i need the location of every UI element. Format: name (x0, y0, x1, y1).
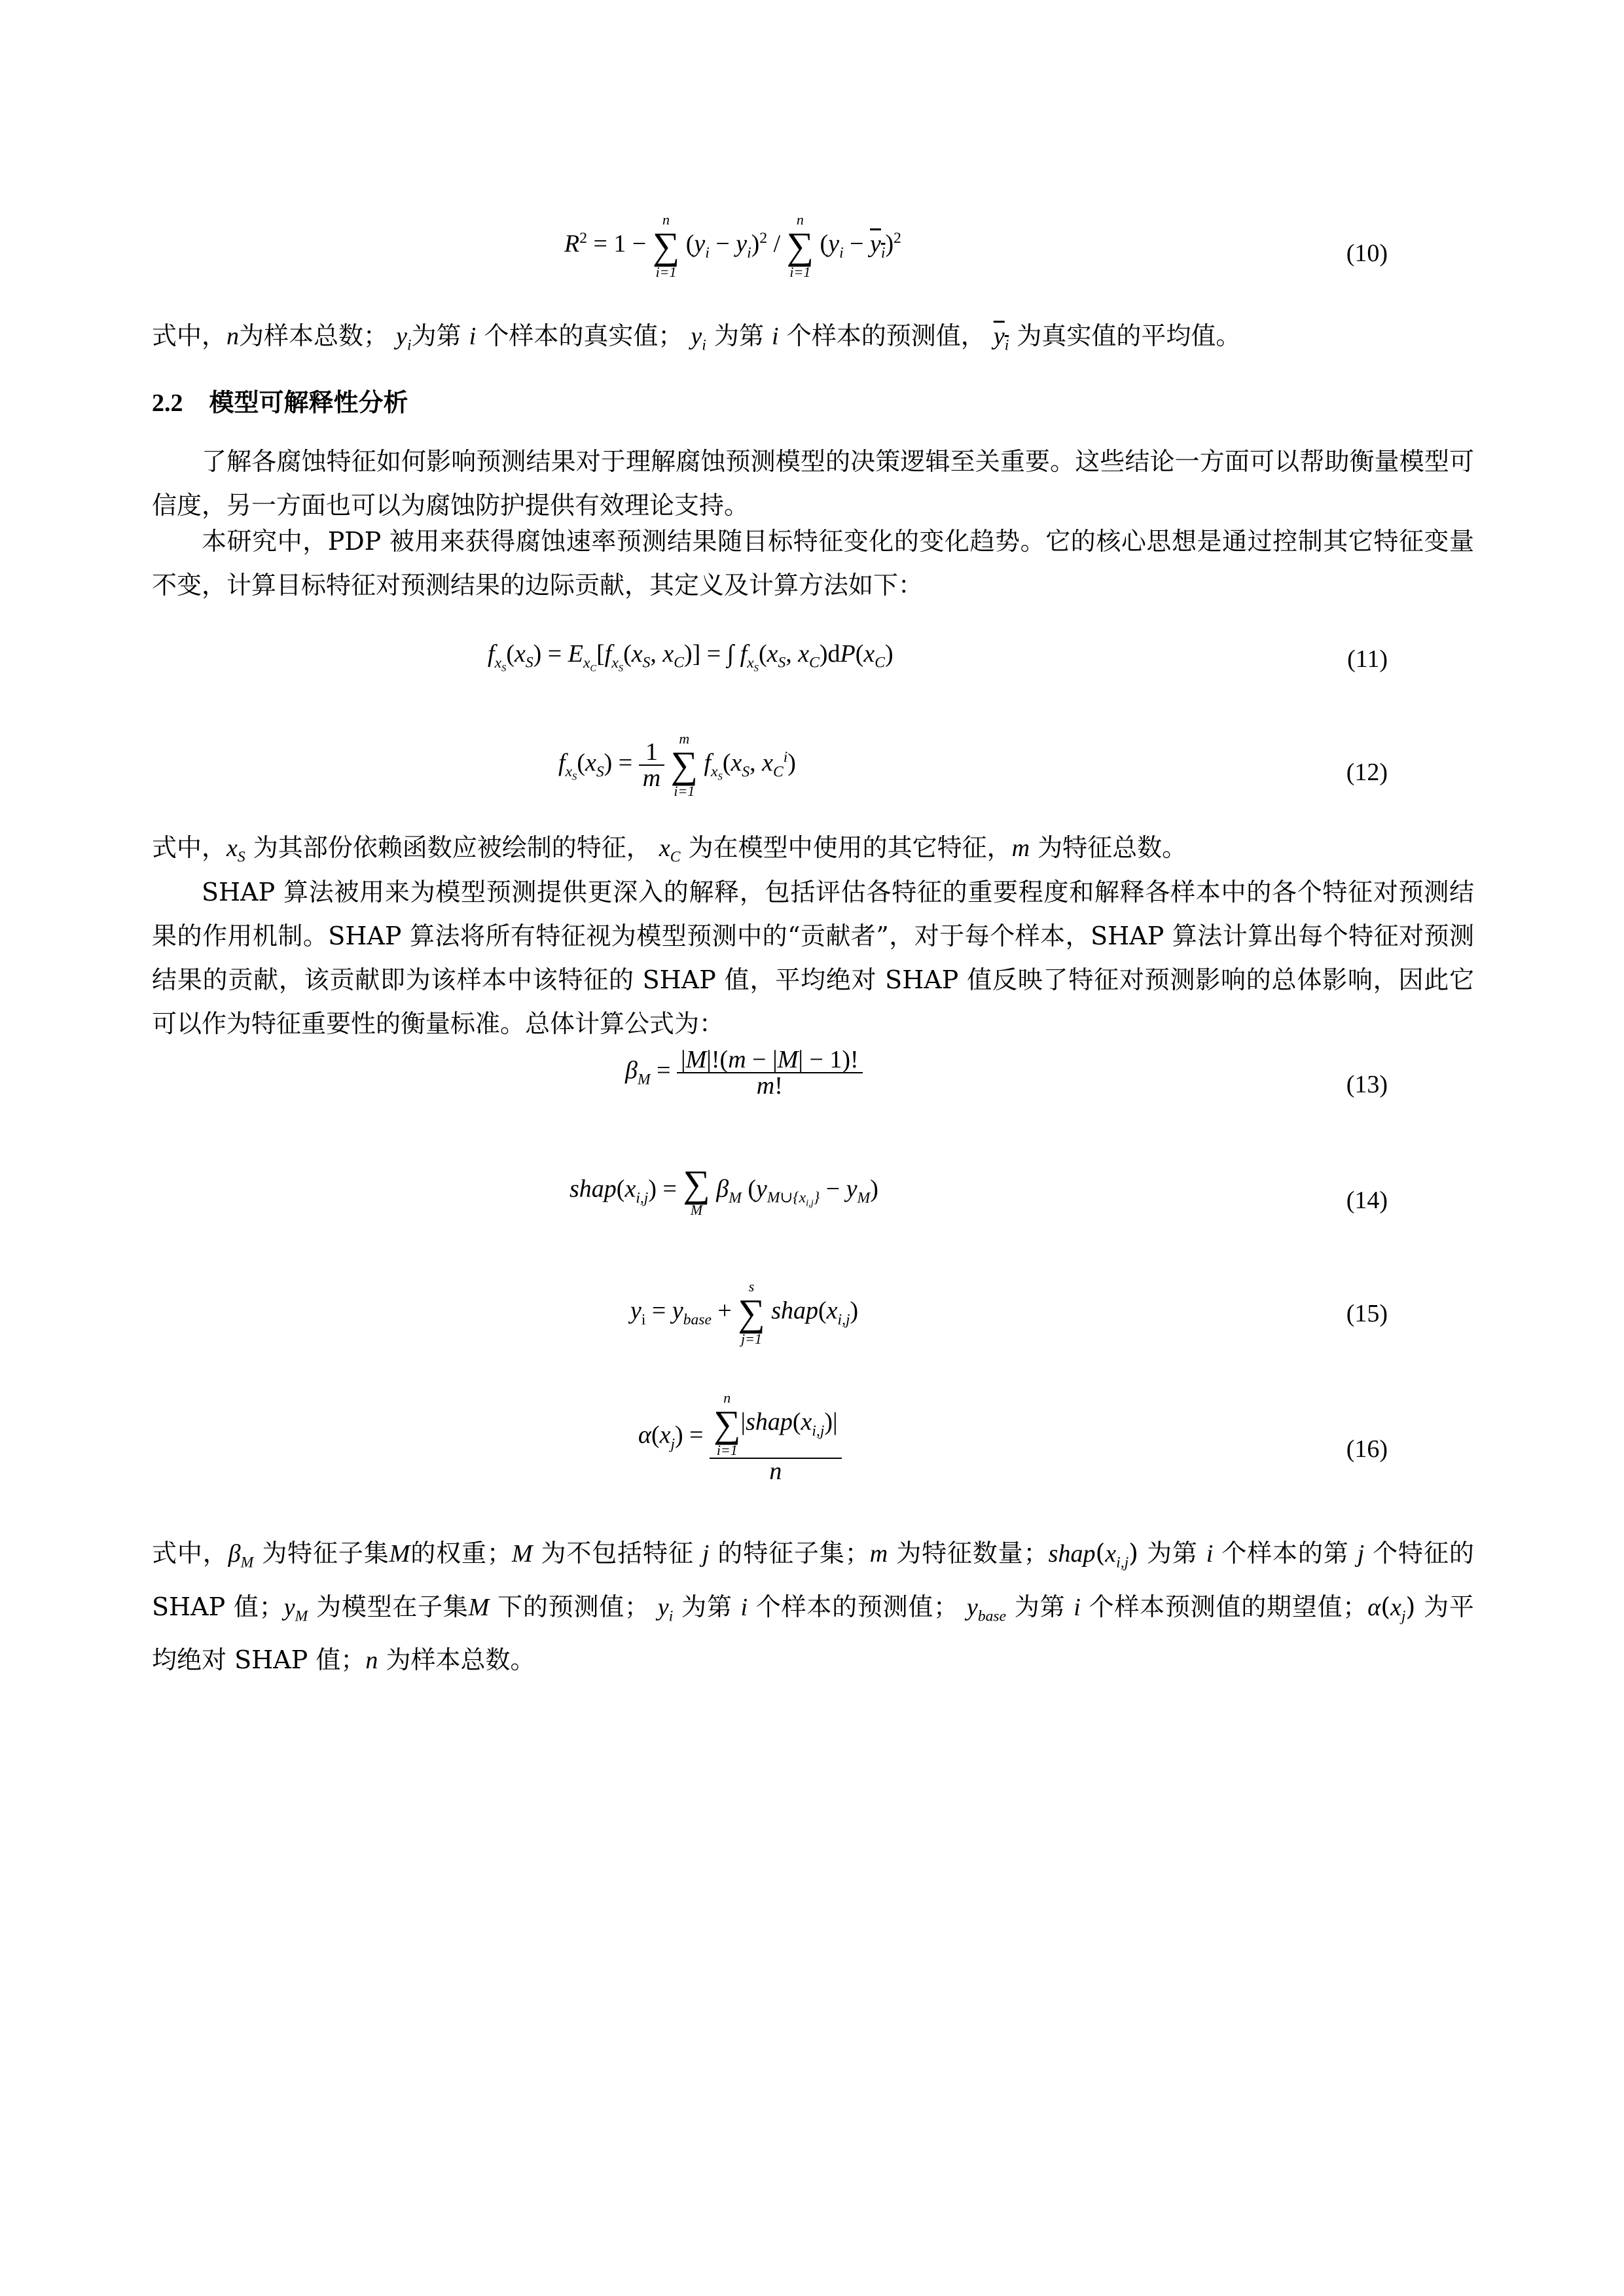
section-number: 2.2 (152, 389, 183, 417)
paragraph-eq10-definitions: 式中，n为样本总数； $y_i$为第 i 个样本的真实值； $y_i$ 为第 i 个样本的预测值， $y_i$ 为真实值的平均值。 (152, 321, 1241, 354)
equation-number-15: (15) (1346, 1300, 1388, 1327)
equation-12: $f_{x_S}(x_S)$ = $\frac{1}{m}$ m ∑ i=1 $f_{x_S}(x_S$, $x_C^i$) (558, 730, 796, 799)
equation-number-12: (12) (1346, 759, 1388, 786)
equation-14: $shap(x_{i,j})$ = ∑ M $\beta_M$ $(y_{M\cup\{x_{i,j}\}} - y_M)$ (569, 1162, 878, 1218)
equation-10: $R^2 = 1$ − n ∑ i=1 $(y_i - y_i)^2$ / n ∑ i=1 $(y_i - y_i)^2$ (564, 211, 901, 280)
equation-number-11: (11) (1347, 645, 1388, 673)
equation-11: $f_{x_S}(x_S) = E_{x_C}[f_{x_S}(x_S$, $x_C$)] = ∫ $f_{x_S}(x_S$, $x_C)dP(x_C)$ (488, 640, 893, 674)
equation-number-13: (13) (1346, 1071, 1388, 1098)
paragraph-intro: 了解各腐蚀特征如何影响预测结果对于理解腐蚀预测模型的决策逻辑至关重要。这些结论一方面可以帮助衡量模型可信度，另一方面也可以为腐蚀防护提供有效理论支持。 (152, 447, 1474, 520)
paragraph-shap: SHAP 算法被用来为模型预测提供更深入的解释，包括评估各特征的重要程度和解释各样本中的各个特征对预测结果的作用机制。SHAP 算法将所有特征视为模型预测中的“贡献者”，对于每个样本，SHAP 算法计算出每个特征对预测结果的贡献，该贡献即为该样本中该特征的 SHAP 值，平均绝对 SHAP 值反映了特征对预测影响的总体影响，因此它可以作为特征重要性的衡量标准。总体计算公式为： (152, 878, 1474, 1038)
section-heading (152, 382, 408, 418)
equation-number-10: (10) (1346, 240, 1388, 267)
paragraph-pdp: 本研究中，PDP 被用来获得腐蚀速率预测结果随目标特征变化的变化趋势。它的核心思想是通过控制其它特征变量不变，计算目标特征对预测结果的边际贡献，其定义及计算方法如下： (152, 527, 1474, 600)
section-title: 模型可解释性分析 (209, 388, 408, 417)
paragraph-shap-definitions: 式中，$\beta_M$ 为特征子集M的权重；M 为不包括特征 j 的特征子集；m 为特征数量；$shap(x_{i,j})$ 为第 i 个样本的第 j 个特征的 SHAP 值；$y_M$ 为模型在子集M 下的预测值； $y_i$ 为第 i 个样本的预测值； $y_{base}$ 为第 i 个样本预测值的期望值；$\alpha(x_j)$ 为平均绝对 SHAP 值；n 为样本总数。 (152, 1539, 1474, 1675)
equation-13: $\beta_M$ = $\frac{|M|!(m - |M| - 1)!}{m!}$ (625, 1047, 863, 1098)
paragraph-eq12-definitions: 式中，$x_S$ 为其部份依赖函数应被绘制的特征， $x_C$ 为在模型中使用的其它特征，m 为特征总数。 (152, 833, 1187, 866)
equation-16: $\alpha(x_j)$ = n ∑ i=1 $|shap(x_{i,j})|$ n (638, 1391, 842, 1484)
equation-15: $y_i = y_{base}$ + s ∑ j=1 $shap(x_{i,j})$ (630, 1278, 859, 1347)
equation-number-14: (14) (1346, 1187, 1388, 1214)
equation-number-16: (16) (1346, 1435, 1388, 1463)
